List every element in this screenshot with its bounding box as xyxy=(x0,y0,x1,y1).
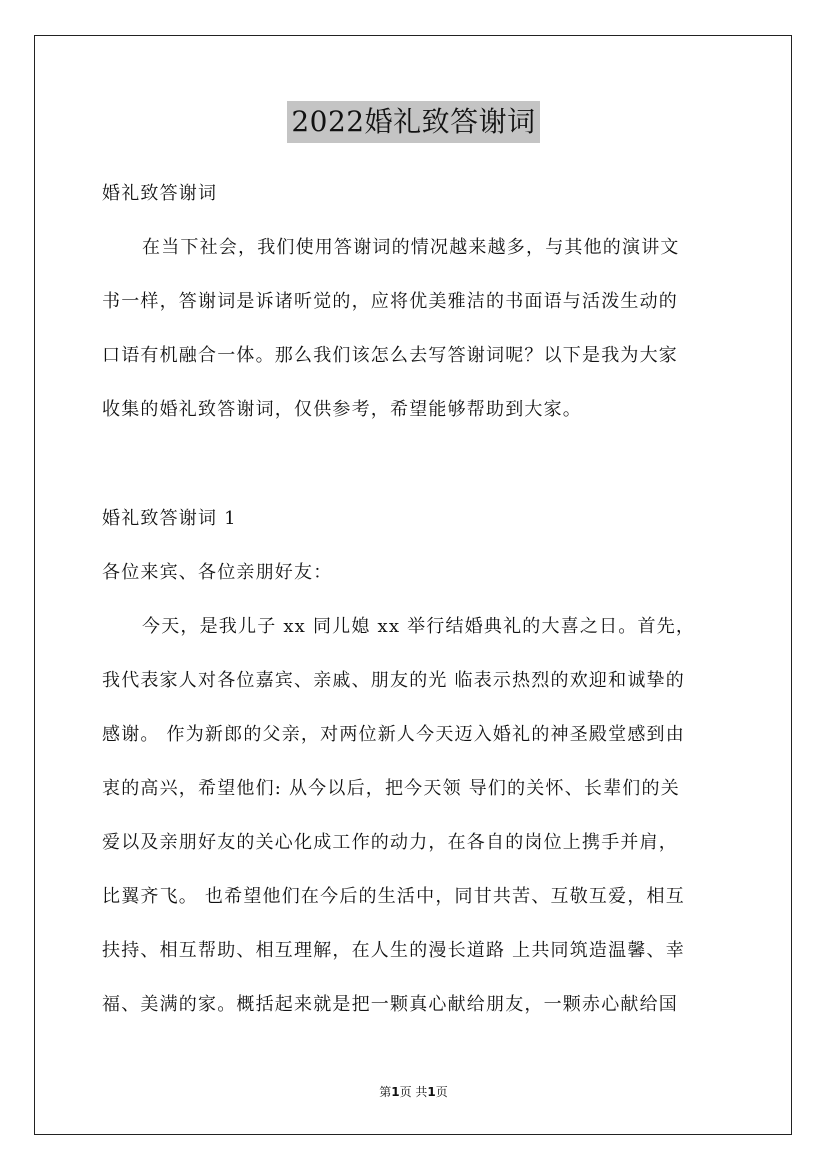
body-line: 扶持、相互帮助、相互理解，在人生的漫长道路 上共同筑造温馨、幸 xyxy=(102,940,685,961)
page-mid: 页 共 xyxy=(399,1085,428,1099)
intro-line: 收集的婚礼致答谢词，仅供参考，希望能够帮助到大家。 xyxy=(102,399,582,420)
body-line: 感谢。 作为新郎的父亲，对两位新人今天迈入婚礼的神圣殿堂感到由 xyxy=(102,724,685,745)
title-container xyxy=(0,101,827,143)
intro-line: 口语有机融合一体。那么我们该怎么去写答谢词呢？以下是我为大家 xyxy=(102,345,678,366)
page-prefix: 第 xyxy=(379,1085,392,1099)
body-line: 福、美满的家。概括起来就是把一颗真心献给朋友，一颗赤心献给国 xyxy=(102,994,678,1015)
intro-line: 在当下社会，我们使用答谢词的情况越来越多，与其他的演讲文 xyxy=(142,237,680,258)
document-title: 2022婚礼致答谢词 xyxy=(287,101,539,143)
body-line: 比翼齐飞。 也希望他们在今后的生活中，同甘共苦、互敬互爱，相互 xyxy=(102,886,685,907)
subtitle: 婚礼致答谢词 xyxy=(102,183,218,204)
page-footer xyxy=(0,1084,827,1100)
body-line: 我代表家人对各位嘉宾、亲戚、朋友的光 临表示热烈的欢迎和诚挚的 xyxy=(102,670,685,691)
salutation: 各位来宾、各位亲朋好友： xyxy=(102,562,333,583)
page-current: 1 xyxy=(391,1085,400,1099)
intro-line: 书一样，答谢词是诉诸听觉的，应将优美雅洁的书面语与活泼生动的 xyxy=(102,291,678,312)
section-heading: 婚礼致答谢词 1 xyxy=(102,508,237,529)
body-line: 爱以及亲朋好友的关心化成工作的动力，在各自的岗位上携手并肩， xyxy=(102,832,678,853)
page-suffix: 页 xyxy=(435,1085,448,1099)
body-line: 今天，是我儿子 xx 同儿媳 xx 举行结婚典礼的大喜之日。首先， xyxy=(142,616,696,637)
body-line: 衷的高兴，希望他们: 从今以后，把今天领 导们的关怀、长辈们的关 xyxy=(102,778,680,799)
page-total: 1 xyxy=(427,1085,436,1099)
